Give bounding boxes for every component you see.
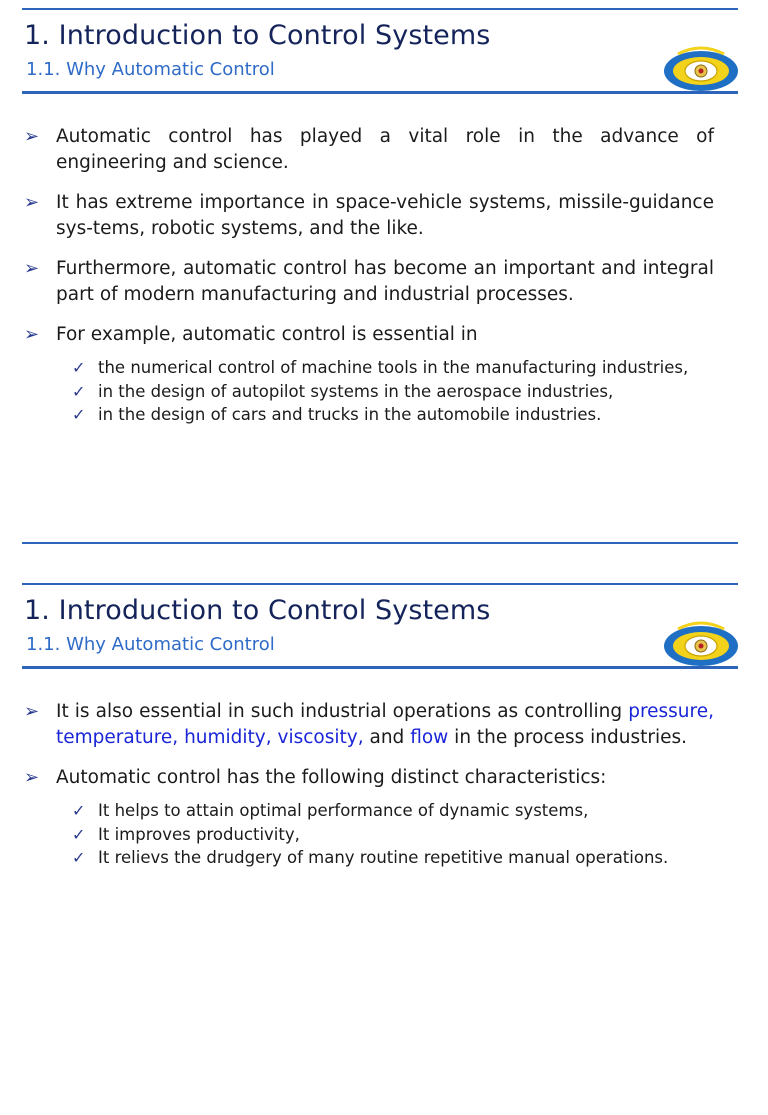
arrow-icon: ➢ (24, 701, 40, 722)
bullet-list (24, 124, 714, 441)
bullet-text: Furthermore, automatic control has become an important and integral part of modern manufacturing and industrial processes. (56, 258, 714, 305)
sub-item-text: It relievs the drudgery of many routine repetitive manual operations. (98, 848, 669, 867)
slide-1 (0, 0, 768, 540)
sub-item-text: in the design of autopilot systems in the aerospace industries, (98, 381, 614, 401)
bullet-item (24, 322, 714, 427)
keyword-viscosity: viscosity, (277, 727, 364, 748)
sub-item (70, 403, 714, 427)
check-icon: ✓ (72, 848, 86, 867)
slide-bottom-rule (22, 542, 738, 544)
arrow-icon: ➢ (24, 192, 40, 213)
bullet-item (24, 190, 714, 242)
sub-item-text: It helps to attain optimal performance of dynamic systems, (98, 801, 589, 820)
arrow-icon: ➢ (24, 258, 40, 279)
sub-list (70, 799, 714, 870)
sub-item-text: It improves productivity, (98, 824, 300, 844)
header-rule (22, 666, 738, 669)
sub-item (70, 380, 714, 404)
arrow-icon: ➢ (24, 126, 40, 147)
bullet-text-part: and (363, 727, 411, 748)
check-icon: ✓ (72, 358, 86, 377)
top-rule (22, 583, 738, 585)
bullet-text: Automatic control has the following distinct characteristics: (56, 767, 607, 788)
top-rule (22, 8, 738, 10)
check-icon: ✓ (72, 381, 86, 401)
sub-item (70, 799, 714, 823)
bullet-item (24, 256, 714, 308)
slide-title: 1. Introduction to Control Systems (24, 20, 491, 51)
sub-item (70, 356, 714, 380)
bullet-item (24, 124, 714, 176)
arrow-icon: ➢ (24, 767, 40, 788)
bullet-text: For example, automatic control is essential in (56, 324, 478, 345)
keyword-pressure: pressure, (628, 701, 714, 722)
keyword-temperature: temperature, (56, 727, 179, 748)
arrow-icon: ➢ (24, 324, 40, 345)
sub-list (70, 356, 714, 427)
slide-subtitle: 1.1. Why Automatic Control (26, 59, 275, 80)
slide-2 (0, 575, 768, 1115)
check-icon: ✓ (72, 824, 86, 844)
bullet-item (24, 699, 714, 751)
sub-item-text: the numerical control of machine tools in the manufacturing industries, (98, 358, 689, 377)
bullet-item (24, 765, 714, 870)
university-logo-icon (662, 619, 740, 667)
bullet-text-part: It is also essential in such industrial operations as controlling (56, 701, 629, 722)
check-icon: ✓ (72, 801, 86, 820)
slide-title: 1. Introduction to Control Systems (24, 595, 491, 626)
bullet-text: Automatic control has played a vital role in the advance of engineering and science. (56, 126, 714, 173)
slide-subtitle: 1.1. Why Automatic Control (26, 634, 275, 655)
bullet-text: It has extreme importance in space-vehicle systems, missile-guidance sys-tems, robotic systems, and the like. (56, 192, 714, 239)
bullet-text (56, 701, 714, 748)
keyword-flow: flow (410, 727, 449, 748)
bullet-list (24, 699, 714, 884)
keyword-humidity: humidity, (184, 727, 272, 748)
university-logo-icon (662, 44, 740, 92)
bullet-text-part: in the process industries. (448, 727, 688, 748)
sub-item (70, 846, 714, 870)
sub-item-text: in the design of cars and trucks in the automobile industries. (98, 405, 602, 424)
header-rule (22, 91, 738, 94)
check-icon: ✓ (72, 405, 86, 424)
sub-item (70, 823, 714, 847)
